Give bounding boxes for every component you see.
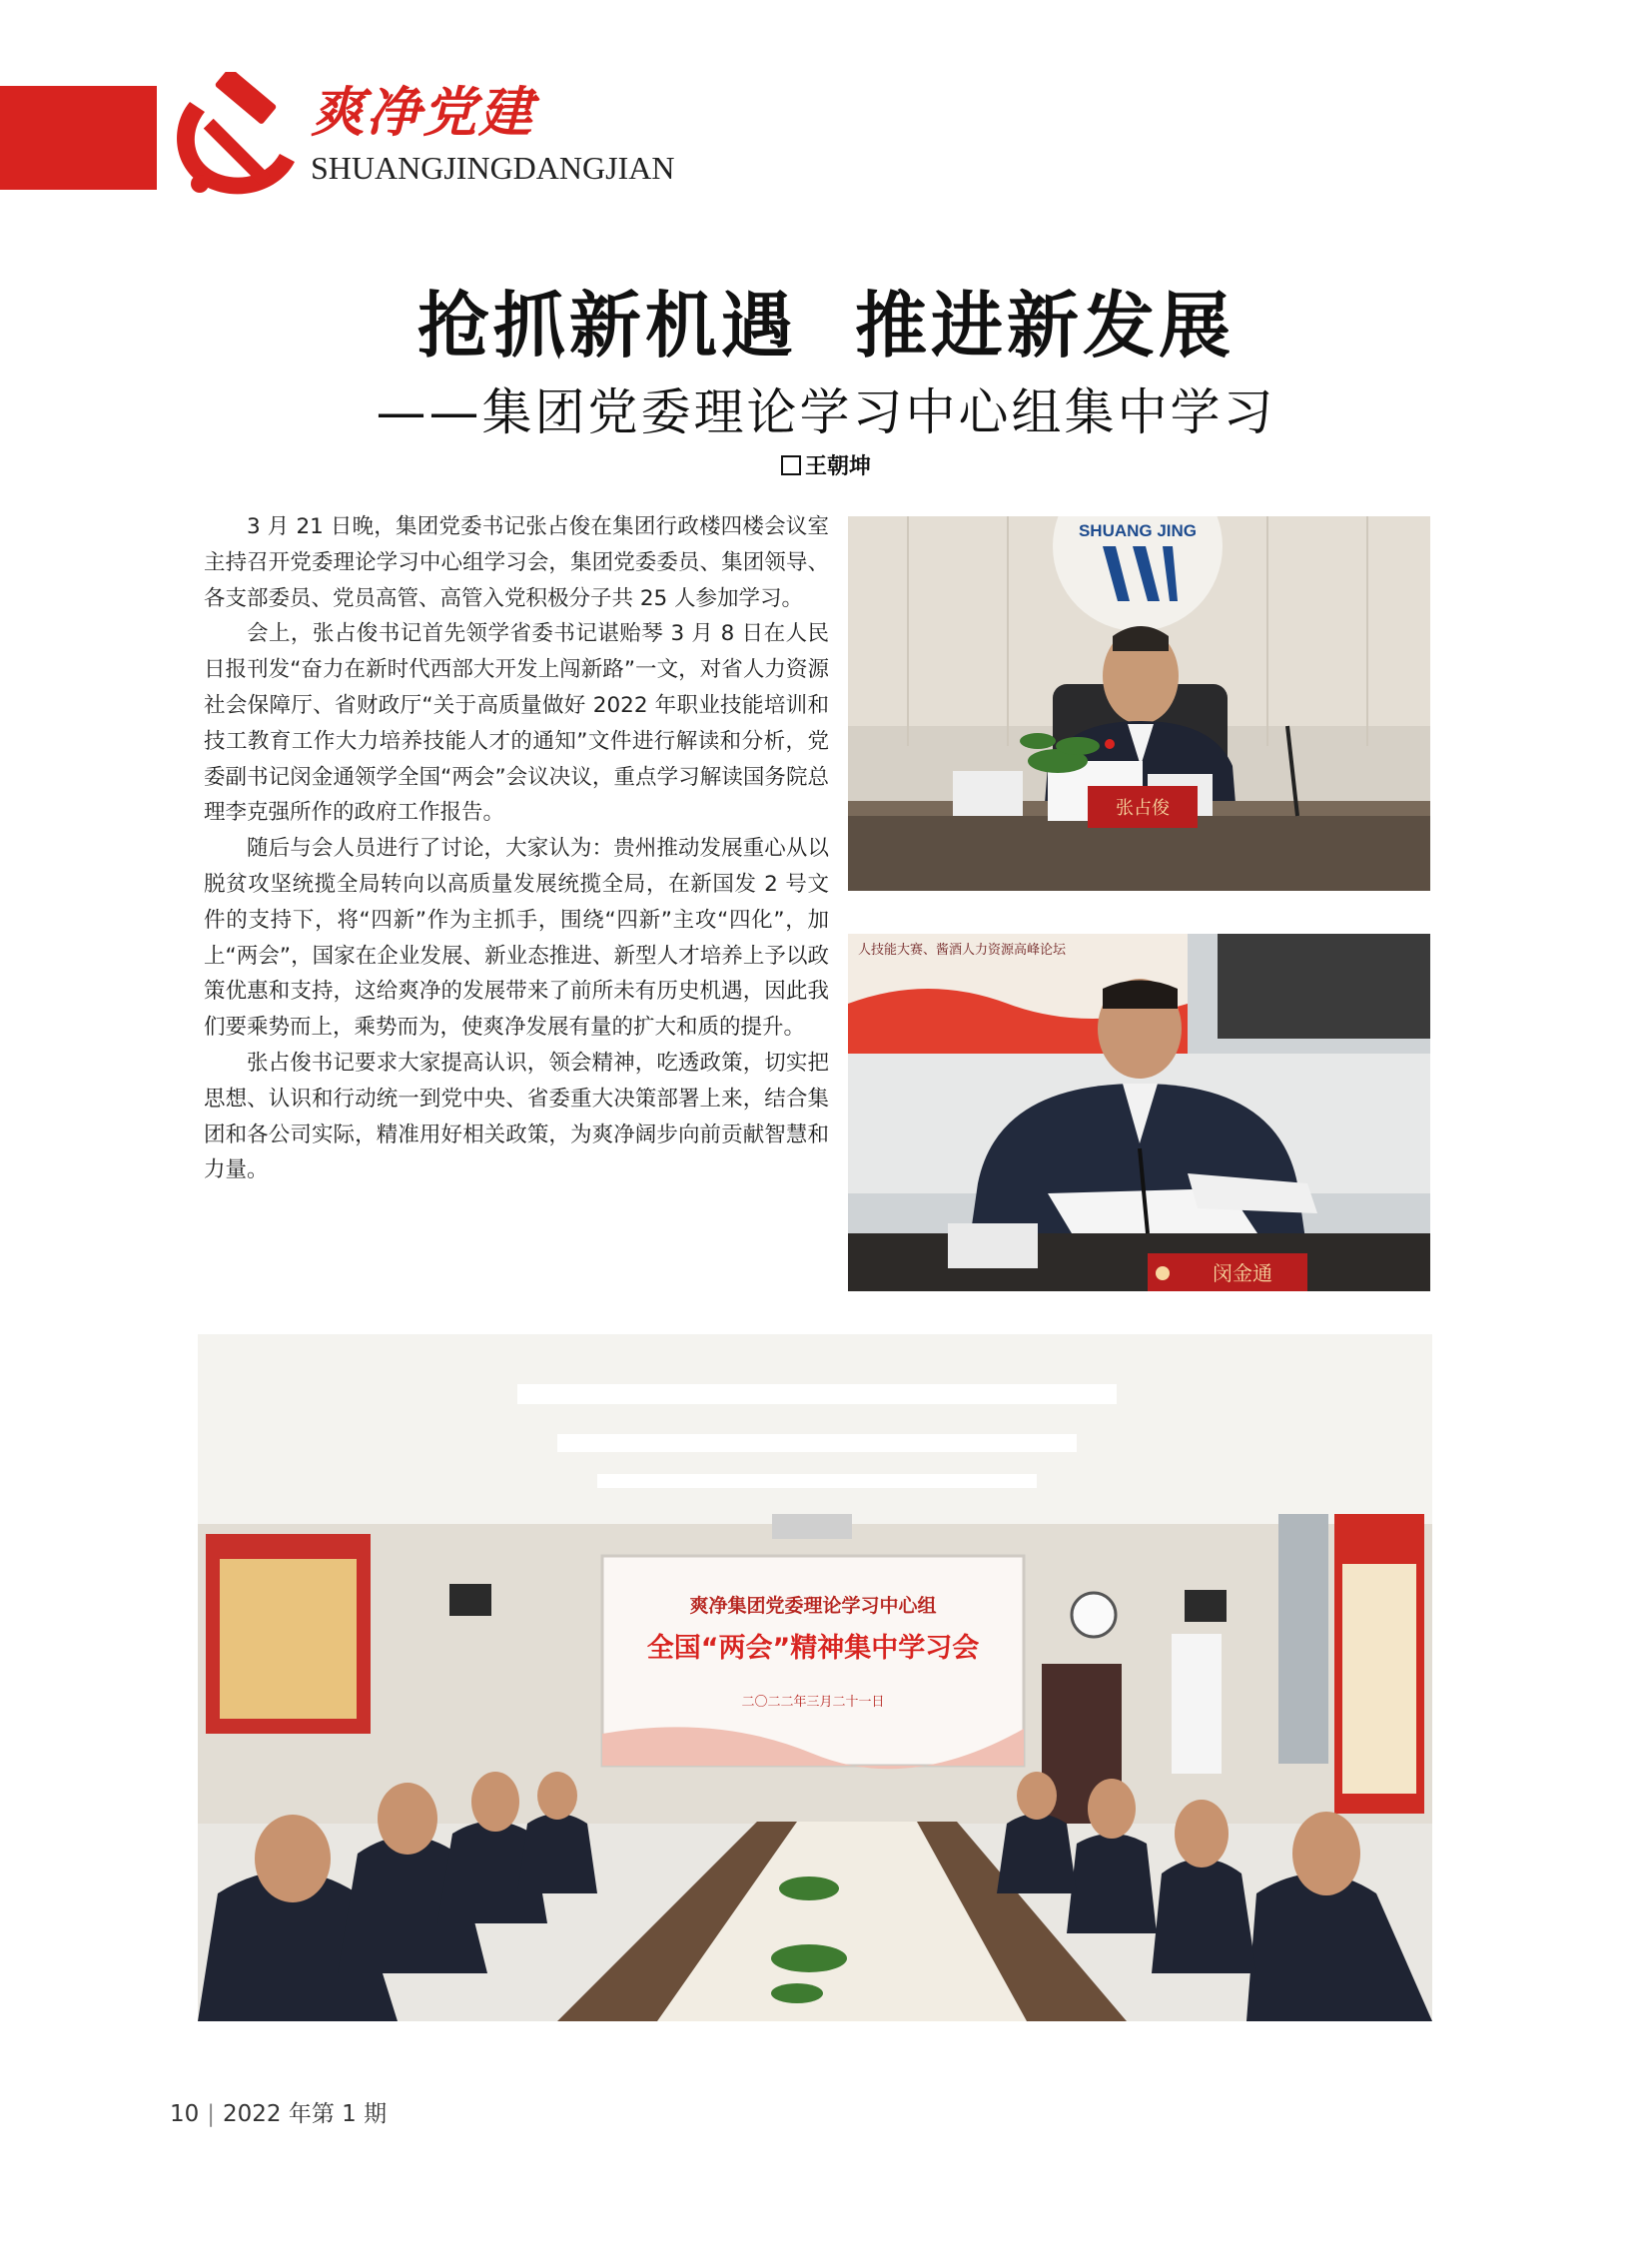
author-name: 王朝坤 [804, 454, 871, 479]
paragraph: 随后与会人员进行了讨论，大家认为：贵州推动发展重心从以脱贫攻坚统揽全局转向以高质量发展统揽全局，在新国发 2 号文件的支持下，将“四新”作为主抓手，围绕“四新”主攻“四化”，加上“两会”，国家在企业发展、新业态推进、新型人才培养上予以政策优惠和支持，这给爽净的发展带来了前所未有历史机遇，因此我们要乘势而上，乘势而为，使爽净发展有量的扩大和质的提升。 [204, 836, 829, 1041]
photo1-nameplate: 张占俊 [1116, 798, 1170, 819]
screen-line1: 爽净集团党委理论学习中心组 [689, 1595, 937, 1617]
photo2-banner-text: 人技能大赛、酱酒人力资源高峰论坛 [858, 943, 1067, 958]
paragraph: 3 月 21 日晚，集团党委书记张占俊在集团行政楼四楼会议室主持召开党委理论学习中心组学习会，集团党委委员、集团领导、各支部委员、党员高管、高管入党积极分子共 25 人参加学习。 [204, 514, 829, 611]
article-subtitle: ——集团党委理论学习中心组集中学习 [376, 383, 1276, 441]
author-line [0, 449, 1652, 480]
photo-deputy-reading [848, 934, 1430, 1291]
brand-name-en: SHUANGJINGDANGJIAN [311, 150, 675, 186]
paragraph: 张占俊书记要求大家提高认识，领会精神，吃透政策，切实把思想、认识和行动统一到党中央、省委重大决策部署上来，结合集团和各公司实际，精准用好相关政策，为爽净阔步向前贡献智慧和力量。 [204, 1050, 829, 1183]
page-footer [170, 2095, 387, 2128]
photo-secretary-speaking [848, 516, 1430, 891]
screen-line2: 全国“两会”精神集中学习会 [646, 1633, 980, 1664]
header-red-block [0, 86, 157, 190]
issue-label: 2022 年第 1 期 [223, 2101, 388, 2127]
photo1-logo-text: SHUANG JING [1078, 521, 1198, 540]
photo2-nameplate: 闵金通 [1213, 1261, 1272, 1285]
article-title: 抢抓新机遇 推进新发展 [416, 283, 1236, 368]
photo-conference-room [198, 1334, 1432, 2021]
page-number: 10 [170, 2101, 200, 2127]
footer-separator: | [207, 2101, 216, 2127]
author-box-icon [781, 455, 801, 475]
paragraph: 会上，张占俊书记首先领学省委书记谌贻琴 3 月 8 日在人民日报刊发“奋力在新时代西部大开发上闯新路”一文，对省人力资源社会保障厅、省财政厅“关于高质量做好 2022 年职业技能培训和技工教育工作大力培养技能人才的通知”文件进行解读和分析，党委副书记闵金通领学全国“两会”会议决议，重点学习解读国务院总理李克强所作的政府工作报告。 [204, 621, 829, 826]
brand-name-cn: 爽净党建 [311, 81, 534, 144]
screen-date: 二〇二二年三月二十一日 [741, 1695, 885, 1710]
article-body [204, 509, 829, 1188]
hammer-sickle-icon [160, 72, 310, 207]
